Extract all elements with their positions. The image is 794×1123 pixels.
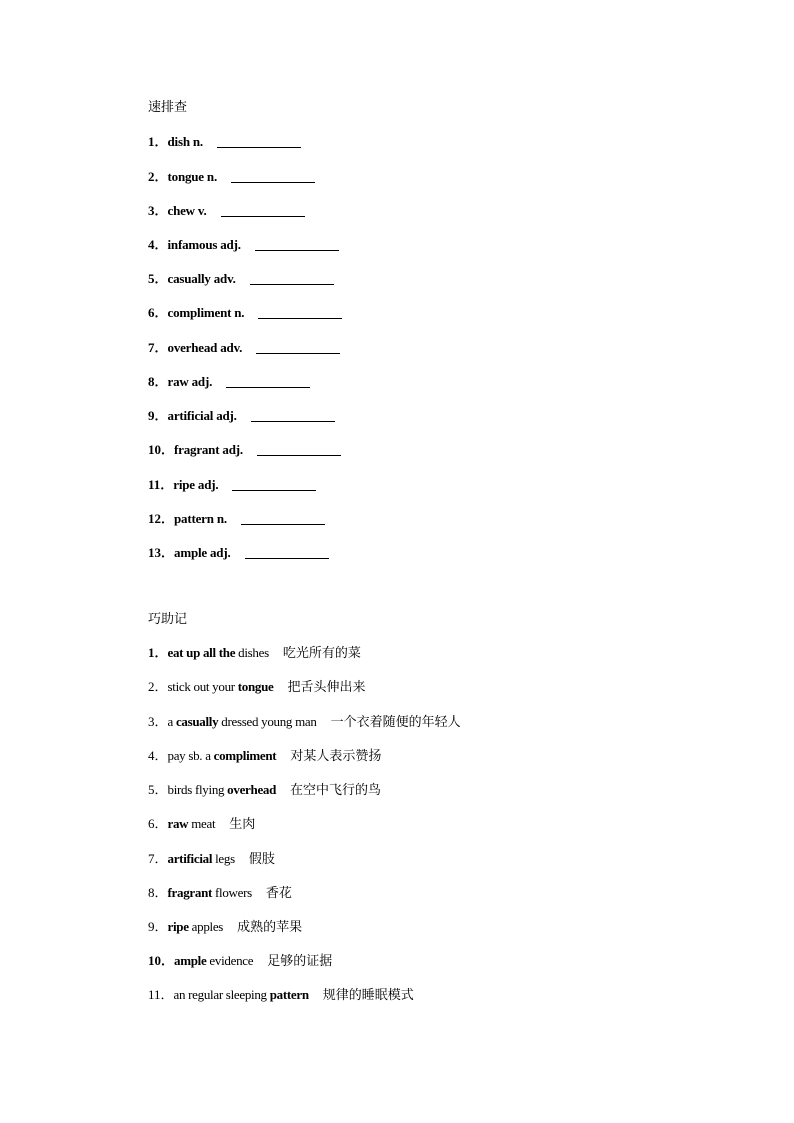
key-word: ripe [167, 919, 189, 934]
phrase-text: flowers [212, 885, 252, 900]
phrase-text: stick out your [167, 679, 238, 694]
phrase-item [148, 848, 275, 868]
section-heading-quick-check: 速排查 [148, 100, 188, 115]
key-word: overhead [227, 782, 277, 797]
item-number: 9． [148, 408, 168, 423]
phrase-item [148, 711, 461, 731]
vocab-term: raw adj. [167, 374, 213, 389]
english-phrase [174, 953, 253, 969]
vocab-item [148, 405, 335, 425]
key-word: ample [174, 953, 207, 968]
item-number: 3． [148, 203, 168, 218]
vocab-item [148, 131, 301, 151]
phrase-text: apples [188, 919, 224, 934]
vocab-term: casually adv. [167, 271, 236, 286]
english-phrase [168, 919, 224, 935]
item-number: 8． [148, 374, 168, 389]
key-word: tongue [237, 679, 274, 694]
item-number: 6． [148, 305, 168, 320]
item-number: 4． [148, 748, 168, 763]
item-number: 1． [148, 134, 168, 149]
chinese-translation: 生肉 [229, 817, 256, 832]
vocab-item [148, 371, 310, 391]
vocab-item [148, 337, 340, 357]
vocab-term: pattern n. [174, 511, 227, 526]
english-phrase [174, 987, 309, 1003]
chinese-translation: 在空中飞行的鸟 [290, 783, 382, 798]
item-number: 7． [148, 340, 168, 355]
chinese-translation: 假肢 [248, 852, 275, 867]
answer-blank[interactable] [255, 249, 339, 251]
answer-blank[interactable] [217, 146, 301, 148]
vocab-item [148, 234, 339, 254]
answer-blank[interactable] [257, 454, 341, 456]
answer-blank[interactable] [241, 523, 325, 525]
answer-blank[interactable] [245, 557, 329, 559]
chinese-translation: 一个衣着随便的年轻人 [330, 715, 461, 730]
item-number: 11． [148, 477, 174, 492]
vocab-term: infamous adj. [167, 237, 241, 252]
phrase-item [148, 882, 292, 902]
vocab-item [148, 508, 325, 528]
item-number: 10． [148, 442, 175, 457]
vocab-term: ample adj. [174, 545, 231, 560]
answer-blank[interactable] [256, 352, 340, 354]
answer-blank[interactable] [232, 489, 316, 491]
phrase-item [148, 916, 302, 936]
phrase-item [148, 779, 381, 799]
answer-blank[interactable] [226, 386, 310, 388]
phrase-text: a [167, 714, 176, 729]
chinese-translation: 足够的证据 [267, 954, 333, 969]
phrase-text: dishes [235, 645, 269, 660]
vocab-item [148, 542, 329, 562]
chinese-translation: 成熟的苹果 [237, 920, 303, 935]
chinese-translation: 规律的睡眠模式 [322, 988, 414, 1003]
vocab-item [148, 268, 334, 288]
item-number: 8． [148, 885, 168, 900]
item-number: 7． [148, 851, 168, 866]
key-word: compliment [213, 748, 277, 763]
chinese-translation: 香花 [265, 886, 292, 901]
english-phrase [168, 885, 252, 901]
phrase-item [148, 642, 361, 662]
english-phrase [168, 782, 277, 798]
vocab-item [148, 439, 341, 459]
phrase-item [148, 676, 366, 696]
phrase-text: evidence [206, 953, 254, 968]
phrase-item [148, 984, 414, 1004]
english-phrase [168, 714, 317, 730]
chinese-translation: 吃光所有的菜 [282, 646, 361, 661]
phrase-text: dressed young man [218, 714, 317, 729]
key-word: casually [175, 714, 219, 729]
key-word: artificial [167, 851, 213, 866]
item-number: 6． [148, 816, 168, 831]
vocab-term: compliment n. [167, 305, 245, 320]
answer-blank[interactable] [251, 420, 335, 422]
item-number: 4． [148, 237, 168, 252]
vocab-item [148, 200, 305, 220]
vocab-term: chew v. [167, 203, 207, 218]
vocab-term: artificial adj. [167, 408, 237, 423]
phrase-text: legs [212, 851, 235, 866]
item-number: 12． [148, 511, 175, 526]
phrase-text: an regular sleeping [173, 987, 270, 1002]
vocab-term: ripe adj. [173, 477, 219, 492]
vocab-term: tongue n. [167, 169, 218, 184]
vocab-item [148, 474, 316, 494]
section-heading-memory-aid: 巧助记 [148, 612, 188, 627]
answer-blank[interactable] [258, 317, 342, 319]
phrase-item [148, 813, 255, 833]
key-word: fragrant [167, 885, 213, 900]
english-phrase [168, 851, 235, 867]
item-number: 9． [148, 919, 168, 934]
chinese-translation: 对某人表示赞扬 [290, 749, 382, 764]
key-word: pattern [269, 987, 309, 1002]
vocab-item [148, 302, 342, 322]
english-phrase [168, 748, 277, 764]
phrase-text: birds flying [167, 782, 228, 797]
item-number: 1． [148, 645, 168, 660]
answer-blank[interactable] [250, 283, 334, 285]
answer-blank[interactable] [231, 181, 315, 183]
vocab-term: overhead adv. [167, 340, 243, 355]
phrase-text: meat [188, 816, 216, 831]
answer-blank[interactable] [221, 215, 305, 217]
vocab-term: fragrant adj. [174, 442, 243, 457]
english-phrase [168, 645, 269, 661]
item-number: 5． [148, 271, 168, 286]
english-phrase [168, 679, 274, 695]
vocab-item [148, 166, 315, 186]
phrase-text: pay sb. a [167, 748, 214, 763]
chinese-translation: 把舌头伸出来 [287, 680, 366, 695]
key-word: eat up all the [167, 645, 236, 660]
phrase-item [148, 950, 332, 970]
vocab-term: dish n. [167, 134, 203, 149]
item-number: 2． [148, 169, 168, 184]
item-number: 13． [148, 545, 175, 560]
key-word: raw [167, 816, 189, 831]
item-number: 11． [148, 987, 174, 1002]
english-phrase [168, 816, 216, 832]
item-number: 10． [148, 953, 175, 968]
item-number: 2． [148, 679, 168, 694]
item-number: 5． [148, 782, 168, 797]
item-number: 3． [148, 714, 168, 729]
phrase-item [148, 745, 381, 765]
